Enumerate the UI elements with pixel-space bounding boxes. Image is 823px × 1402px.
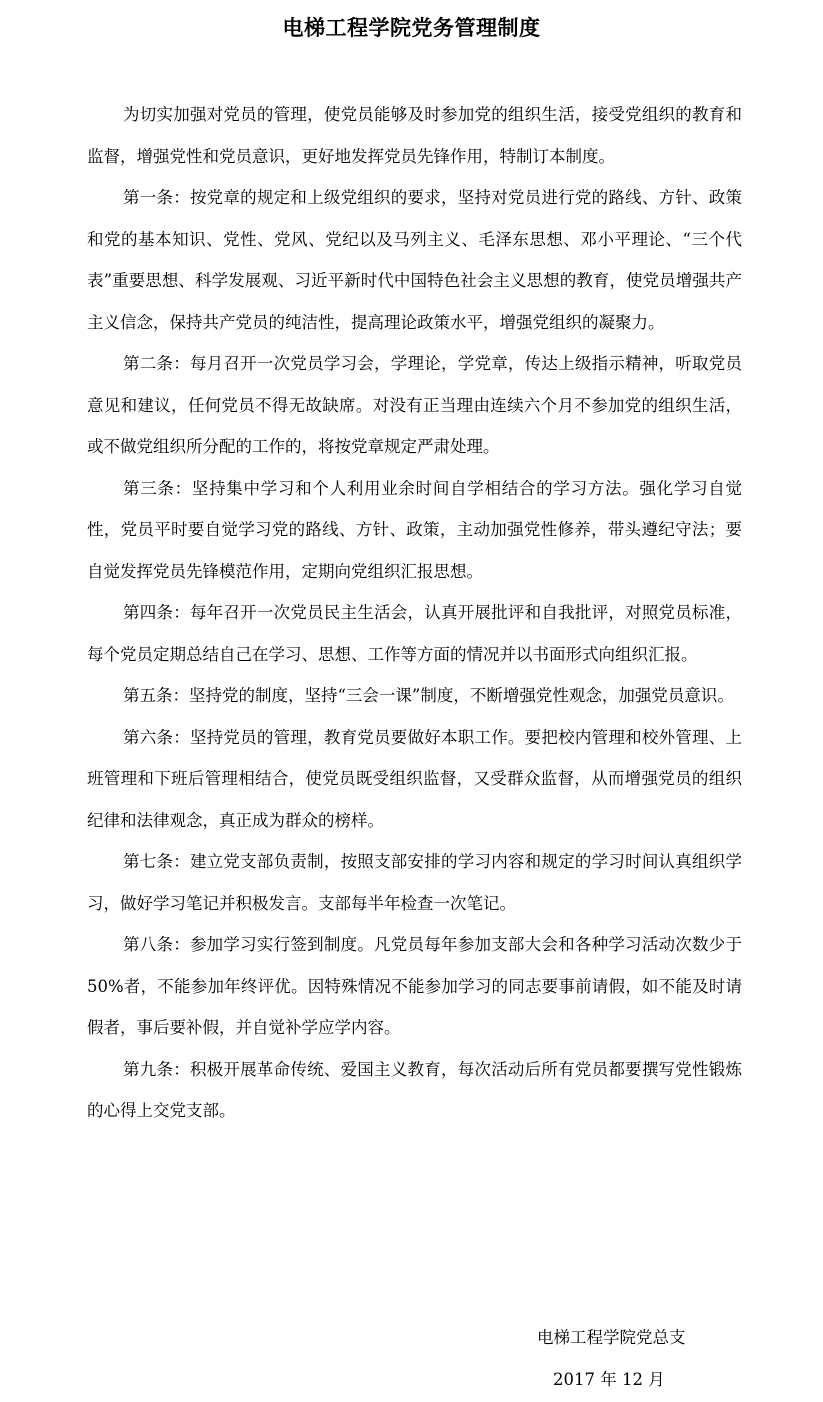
- article-6-paragraph: 第六条：坚持党员的管理，教育党员要做好本职工作。要把校内管理和校外管理、上班管理和下班后管理相结合，使党员既受组织监督，又受群众监督，从而增强党员的组织纪律和法律观念，真正成为群众的榜样。: [87, 727, 742, 830]
- document-title: 电梯工程学院党务管理制度: [282, 16, 541, 40]
- signature-date: 2017 年 12 月: [553, 1370, 665, 1389]
- document-body: [87, 94, 742, 1132]
- article-3-paragraph: 第三条：坚持集中学习和个人利用业余时间自学相结合的学习方法。强化学习自觉性，党员平时要自觉学习党的路线、方针、政策，主动加强党性修养，带头遵纪守法；要自觉发挥党员先锋模范作用，定期向党组织汇报思想。: [87, 478, 742, 581]
- article-4-paragraph: 第四条：每年召开一次党员民主生活会，认真开展批评和自我批评，对照党员标准，每个党员定期总结自己在学习、思想、工作等方面的情况并以书面形式向组织汇报。: [87, 603, 742, 664]
- article-1-paragraph: 第一条：按党章的规定和上级党组织的要求，坚持对党员进行党的路线、方针、政策和党的基本知识、党性、党风、党纪以及马列主义、毛泽东思想、邓小平理论、“三个代表”重要思想、科学发展观、习近平新时代中国特色社会主义思想的教育，使党员增强共产主义信念，保持共产党员的纯洁性，提高理论政策水平，增强党组织的凝聚力。: [87, 188, 742, 332]
- article-5-paragraph: 第五条：坚持党的制度，坚持“三会一课”制度，不断增强党性观念，加强党员意识。: [123, 686, 734, 705]
- article-2-paragraph: 第二条：每月召开一次党员学习会，学理论，学党章，传达上级指示精神，听取党员意见和建议，任何党员不得无故缺席。对没有正当理由连续六个月不参加党的组织生活，或不做党组织所分配的工作的，将按党章规定严肃处理。: [87, 354, 742, 456]
- article-8-paragraph: 第八条：参加学习实行签到制度。凡党员每年参加支部大会和各种学习活动次数少于 50%者，不能参加年终评优。因特殊情况不能参加学习的同志要事前请假，如不能及时请假者，事后要补假，并自觉补学应学内容。: [87, 935, 742, 1037]
- article-7-paragraph: 第七条：建立党支部负责制，按照支部安排的学习内容和规定的学习时间认真组织学习，做好学习笔记并积极发言。支部每半年检查一次笔记。: [87, 852, 742, 913]
- signature-organization: 电梯工程学院党总支: [537, 1328, 686, 1347]
- intro-paragraph: 为切实加强对党员的管理，使党员能够及时参加党的组织生活，接受党组织的教育和监督，增强党性和党员意识，更好地发挥党员先锋作用，特制订本制度。: [87, 105, 742, 166]
- article-9-paragraph: 第九条：积极开展革命传统、爱国主义教育，每次活动后所有党员都要撰写党性锻炼的心得上交党支部。: [87, 1059, 742, 1120]
